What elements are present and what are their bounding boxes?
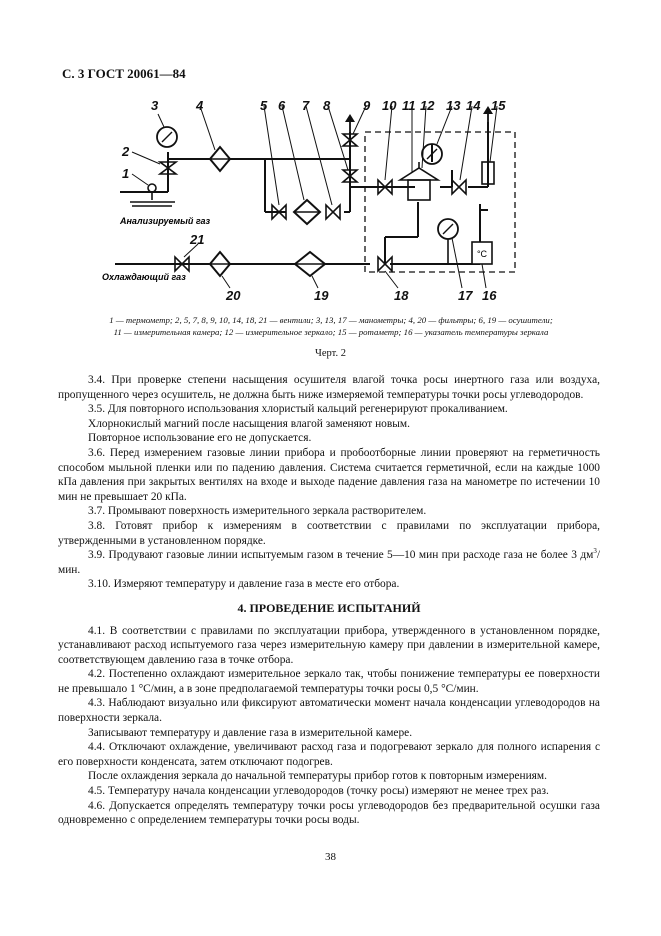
diagram-num-15: 15 — [491, 98, 506, 113]
paragraph-4-1: 4.1. В соответствии с правилами по эксплуатации прибора, утвержденного в установленном порядке, устанавливают расход испытуемого газа через измерительную камеру при давлении в измерительной камере, соответствующем давлению газа в точке отбора. — [58, 624, 600, 666]
diagram-num-13: 13 — [446, 98, 461, 113]
diagram-num-10: 10 — [382, 98, 397, 113]
diagram-num-18: 18 — [394, 288, 409, 303]
paragraph-4-4: 4.4. Отключают охлаждение, увеличивают расход газа и подогревают зеркало для полного испарения с его поверхности конденсата, затем отключают подогрев. — [58, 741, 600, 768]
paragraph-3-7: 3.7. Промывают поверхность измерительного зеркала растворителем. — [88, 505, 427, 518]
diagram-num-6: 6 — [278, 98, 286, 113]
paragraph-4-6: 4.6. Допускается определять температуру точки росы углеводородов без предварительной осушки газа одновременно с определением температуры точки росы воды. — [58, 799, 600, 827]
diagram-num-9: 9 — [363, 98, 371, 113]
diagram-num-14: 14 — [466, 98, 481, 113]
diagram-num-7: 7 — [302, 98, 310, 113]
paragraph-3-5: 3.5. Для повторного использования хлористый кальций регенерируют прокаливанием. — [88, 403, 508, 416]
diagram-num-3: 3 — [151, 98, 159, 113]
diagram-num-4: 4 — [196, 98, 204, 113]
cooling-gas-label: Охлаждающий газ — [102, 272, 186, 282]
page-header: С. 3 ГОСТ 20061—84 — [62, 66, 186, 81]
diagram-num-12: 12 — [420, 98, 435, 113]
diagram-num-16: 16 — [482, 288, 497, 303]
diagram-num-17: 17 — [458, 288, 473, 303]
diagram-num-19: 19 — [314, 288, 329, 303]
diagram-num-1: 1 — [122, 166, 130, 181]
analyzed-gas-label: Анализируемый газ — [120, 216, 211, 226]
paragraph-3-5-a: Хлорнокислый магний после насыщения влагой заменяют новым. — [88, 417, 410, 430]
legend-line: 11 — измерительная камера; 12 — измерительное зеркало; 15 — ротаметр; 16 — указатель температуры зеркала — [113, 327, 549, 337]
section-title: 4. ПРОВЕДЕНИЕ ИСПЫТАНИЙ — [237, 600, 421, 615]
diagram-num-11: 11 — [402, 98, 416, 113]
paragraph-3-9-text: 3.9. Продувают газовые линии испытуемым газом в течение 5—10 мин при расходе газа не более 3 дм — [88, 549, 594, 562]
diagram-num-2: 2 — [122, 144, 130, 159]
document-body — [58, 373, 600, 828]
diagram-num-21: 21 — [190, 232, 205, 247]
paragraph-4-4-a: После охлаждения зеркала до начальной температуры прибор готов к повторным измерениям. — [88, 770, 547, 783]
page-number: 38 — [325, 851, 336, 863]
paragraph-4-3-a: Записывают температуру и давление газа в измерительной камере. — [88, 726, 413, 739]
gas-scheme-diagram — [60, 92, 530, 314]
paragraph-3-9 — [58, 548, 600, 577]
paragraph-4-2: 4.2. Постепенно охлаждают измерительное зеркало так, чтобы понижение температуры ее поверхности не превышало 1 °С/мин, а в зоне предполагаемой температуры точки росы 0,5 °С/мин. — [58, 668, 600, 695]
paragraph-3-9-unit: /мин. — [58, 549, 600, 576]
paragraph-3-5-b: Повторное использование его не допускается. — [88, 432, 312, 445]
paragraph-3-4: 3.4. При проверке степени насыщения осушителя влагой точка росы инертного газа или воздуха, пропущенного через осушитель, не должна быть ниже измеряемой температуры точки росы углеводородов. — [58, 374, 600, 401]
diagram-num-5: 5 — [260, 98, 268, 113]
paragraph-3-10: 3.10. Измеряют температуру и давление газа в месте его отбора. — [88, 578, 400, 591]
paragraph-4-3: 4.3. Наблюдают визуально или фиксируют автоматически момент начала конденсации углеводородов на поверхности зеркала. — [58, 697, 600, 725]
paragraph-4-5: 4.5. Температуру начала конденсации углеводородов (точку росы) измеряют не менее трех раз. — [88, 785, 549, 798]
figure-caption: Черт. 2 — [315, 348, 346, 359]
diagram-num-8: 8 — [323, 98, 331, 113]
thermo-indicator-label: °С — [476, 249, 488, 259]
legend-line: 1 — термометр; 2, 5, 7, 8, 9, 10, 14, 18, 21 — вентили; 3, 13, 17 — манометры; 4, 20 — фильтры; 6, 19 — осушители; — [109, 315, 553, 325]
paragraph-3-8: 3.8. Готовят прибор к измерениям в соответствии с правилами по эксплуатации прибора, утвержденными в установленном порядке. — [58, 519, 600, 547]
superscript-3: 3 — [593, 547, 597, 556]
diagram-num-20: 20 — [226, 288, 241, 303]
diagram-legend — [62, 314, 600, 338]
paragraph-3-6: 3.6. Перед измерением газовые линии прибора и пробоотборные линии проверяют на герметичность способом мыльной пленки или по падению давления. Система считается герметичной, если на каждые 1000 кПа давления при закрытых вентилях на входе и выходе падение давления газа на манометре по истечении 10 мин не превышает 20 кПа. — [58, 446, 600, 503]
